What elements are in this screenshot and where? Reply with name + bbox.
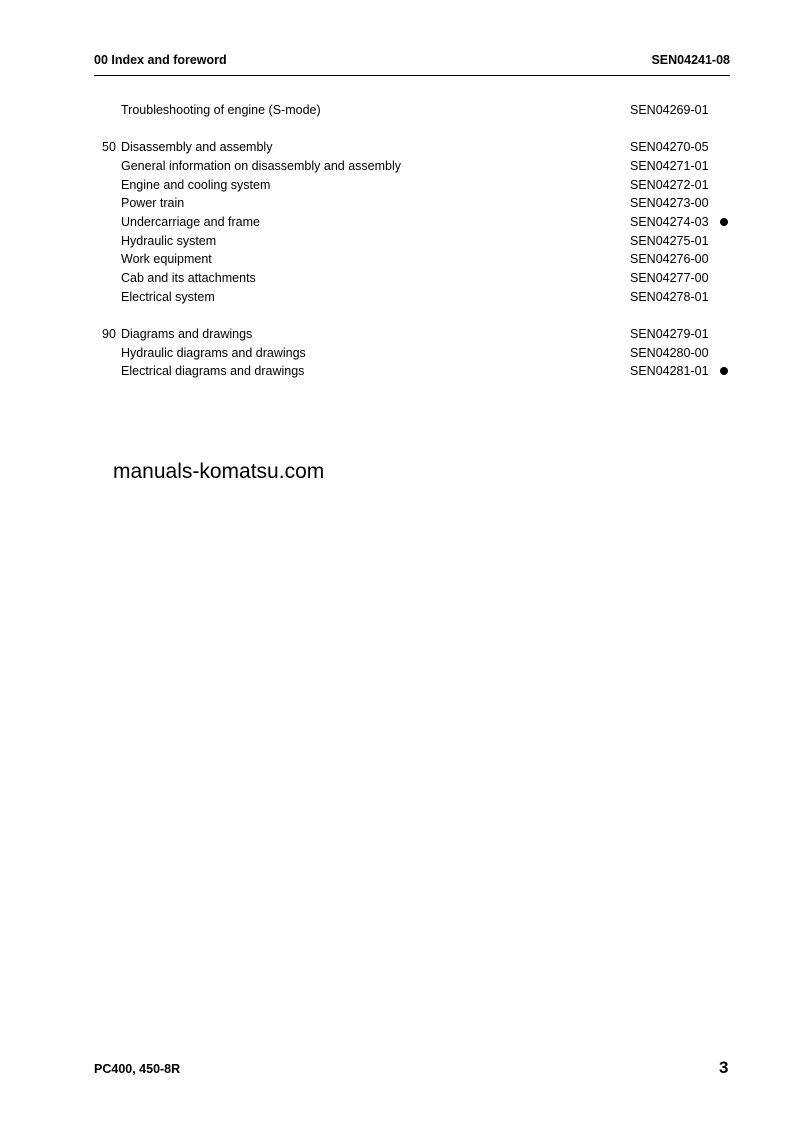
toc-row [94, 138, 734, 156]
toc-row [94, 288, 734, 306]
toc-entry-code: SEN04273-00 [630, 196, 709, 210]
toc-entry-code: SEN04274-03 [630, 215, 709, 229]
toc-section-number: 50 [102, 140, 116, 154]
toc-entry-title: Cab and its attachments [121, 271, 256, 285]
toc-entry-title: Troubleshooting of engine (S-mode) [121, 103, 321, 117]
toc-entry-title: Engine and cooling system [121, 178, 271, 192]
toc-entry-code: SEN04272-01 [630, 178, 709, 192]
toc-entry-title: Power train [121, 196, 185, 210]
toc-row [94, 157, 734, 175]
toc-row [94, 344, 734, 362]
toc-entry-code: SEN04276-00 [630, 252, 709, 266]
toc-entry-title: Electrical diagrams and drawings [121, 364, 305, 378]
toc-entry-title: General information on disassembly and assembly [121, 159, 401, 173]
toc-row [94, 176, 734, 194]
toc-entry-code: SEN04271-01 [630, 159, 709, 173]
toc-entry-title: Undercarriage and frame [121, 215, 260, 229]
toc-entry-title: Hydraulic diagrams and drawings [121, 346, 306, 360]
toc-entry-code: SEN04270-05 [630, 140, 709, 154]
revision-bullet-icon [720, 367, 728, 375]
toc-row [94, 250, 734, 268]
toc-row [94, 213, 734, 231]
toc-entry-title: Hydraulic system [121, 234, 217, 248]
document-code: SEN04241-08 [651, 53, 730, 67]
watermark-text: manuals-komatsu.com [113, 460, 325, 483]
toc-entry-code: SEN04277-00 [630, 271, 709, 285]
toc-entry-code: SEN04279-01 [630, 327, 709, 341]
toc-row [94, 101, 734, 119]
toc-row [94, 362, 734, 380]
toc-row [94, 325, 734, 343]
toc-entry-code: SEN04275-01 [630, 234, 709, 248]
toc-row [94, 269, 734, 287]
footer-model: PC400, 450-8R [94, 1062, 181, 1076]
toc-entry-title: Diagrams and drawings [121, 327, 253, 341]
toc-entry-code: SEN04281-01 [630, 364, 709, 378]
toc-section-number: 90 [102, 327, 116, 341]
toc-entry-title: Disassembly and assembly [121, 140, 273, 154]
toc-entry-code: SEN04278-01 [630, 290, 709, 304]
toc-row [94, 232, 734, 250]
toc-entry-title: Work equipment [121, 252, 212, 266]
section-title: 00 Index and foreword [94, 53, 227, 67]
toc-row [94, 194, 734, 212]
revision-bullet-icon [720, 218, 728, 226]
toc-entry-code: SEN04280-00 [630, 346, 709, 360]
toc-entry-code: SEN04269-01 [630, 103, 709, 117]
toc-entry-title: Electrical system [121, 290, 215, 304]
page-number: 3 [719, 1058, 729, 1077]
page-header [94, 53, 730, 76]
